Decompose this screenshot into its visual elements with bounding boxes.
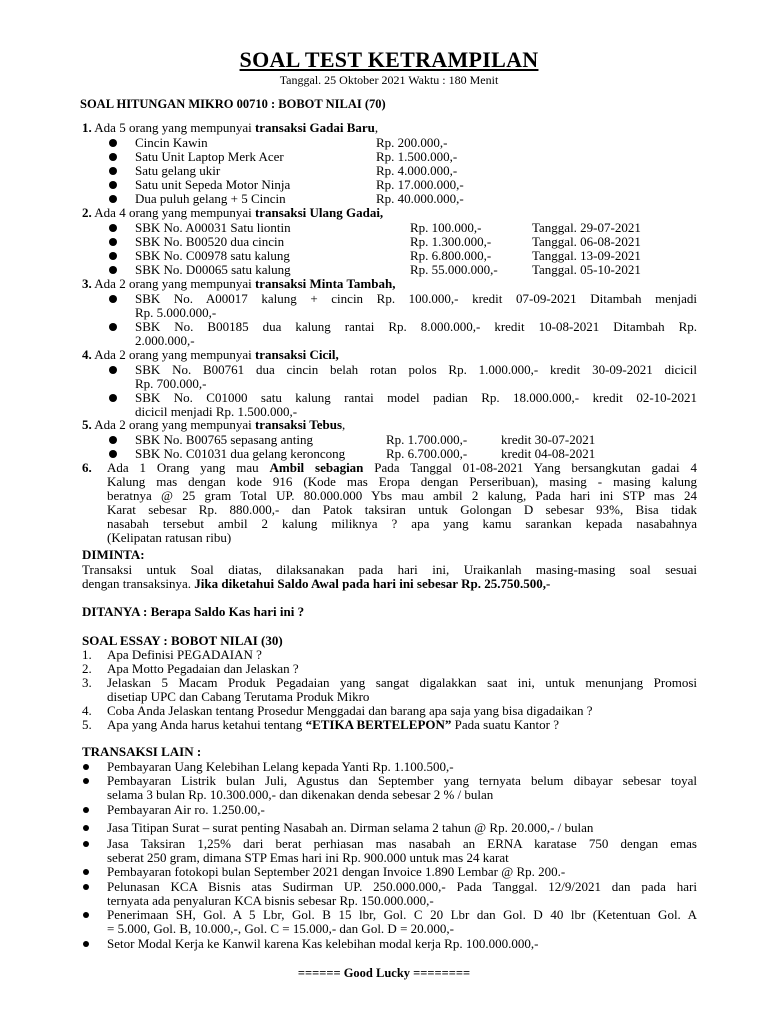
item-date: Tanggal. 13-09-2021 [532,248,641,263]
essay-item: Apa yang Anda harus ketahui tentang “ETIKA BERTELEPON” Pada suatu Kantor ? [107,717,559,732]
list-item: SBK No. B00185 dua kalung rantai Rp. 8.000.000,- kredit 10-08-2021 Ditambah Rp. [135,319,697,334]
transaksi-lain-heading: TRANSAKSI LAIN : [82,744,202,759]
list-item: Dua puluh gelang + 5 Cincin [135,191,286,206]
question-number: 4. [82,347,92,362]
diminta-heading: DIMINTA: [82,547,145,562]
list-item: SBK No. C01031 dua gelang keroncong [135,446,346,461]
question-5-heading: 5. Ada 2 orang yang mempunyai transaksi Tebus, [82,417,346,432]
question-6-text: Ada 1 Orang yang mau Ambil sebagian Pada Tanggal 01-08-2021 Yang bersangkutan gadai 4 [107,460,698,475]
essay-heading: SOAL ESSAY : BOBOT NILAI (30) [82,633,283,648]
question-number: 1. [82,120,92,135]
question-6-line: Karat sebesar Rp. 880.000,- dan Patok taksiran untuk Golongan D sebesar 93%, Bisa tidak [107,502,697,517]
question-text: Ada 5 orang yang mempunyai [94,120,255,135]
item-amount: Rp. 4.000.000,- [376,163,458,178]
question-2-heading [82,206,383,220]
essay-item: Jelaskan 5 Macam Produk Pegadaian yang sangat digalakkan saat ini, untuk menunjang Promosi [107,675,697,690]
question-text: Ada 2 orang yang mempunyai [94,347,255,362]
question-number: 2. [82,205,92,220]
question-6-line: Kalung mas dengan kode 916 (Kode mas Eropa dengan Perseribuan), masing - masing kalung [107,474,697,489]
question-emphasis: transaksi Gadai Baru [254,120,375,135]
bullet-icon [109,394,117,402]
transaction-item: Jasa Taksiran 1,25% dari berat perhiasan mas nasabah an ERNA karatase 750 dengan emas [107,836,697,851]
micro-section-header: SOAL HITUNGAN MIKRO 00710 : BOBOT NILAI (70) [80,97,386,111]
question-text: Ada 4 orang yang mempunyai [94,205,255,220]
question-emphasis: Ambil sebagian [269,460,364,475]
bullet-icon [109,181,117,189]
bullet-icon [109,252,117,260]
transaction-item-continuation: selama 3 bulan Rp. 10.300.000,- dan dikenakan denda sebesar 2 % / bulan [107,787,494,802]
list-item: Satu Unit Laptop Merk Acer [135,149,284,164]
bullet-icon [83,825,89,831]
transaction-item-continuation: seberat 250 gram, dimana STP Emas hari ini Rp. 900.000 untuk mas 24 karat [107,850,509,865]
essay-item: Apa Motto Pegadaian dan Jelaskan ? [107,661,299,676]
item-date: Tanggal. 29-07-2021 [532,220,641,235]
question-3-heading [82,277,395,291]
transaction-item: Jasa Titipan Surat – surat penting Nasabah an. Dirman selama 2 tahun @ Rp. 20.000,- / bulan [107,820,594,835]
transaction-item: Pelunasan KCA Bisnis atas Sudirman UP. 250.000.000,- Pada Tanggal. 12/9/2021 dan pada hari [107,879,697,894]
item-amount: Rp. 200.000,- [376,135,448,150]
question-4-heading [82,348,339,362]
diminta-text-2: dengan transaksinya. Jika diketahui Saldo Awal pada hari ini sebesar Rp. 25.750.500,- [82,576,551,591]
essay-number: 5. [82,717,92,732]
bullet-icon [109,195,117,203]
item-amount: Rp. 1.300.000,- [410,234,492,249]
list-item: Satu unit Sepeda Motor Ninja [135,177,291,192]
bullet-icon [83,869,89,875]
bullet-icon [109,295,117,303]
item-amount: Rp. 1.700.000,- [386,432,468,447]
item-credit: kredit 30-07-2021 [501,432,596,447]
transaction-item-continuation: = 5.000, Gol. B, 10.000,-, Gol. C = 15.000,- dan Gol. D = 20.000,- [107,921,454,936]
question-6-line: (Kelipatan ratusan ribu) [107,530,232,545]
item-date: Tanggal. 05-10-2021 [532,262,641,277]
list-item: SBK No. A00017 kalung + cincin Rp. 100.000,- kredit 07-09-2021 Ditambah menjadi [135,291,697,306]
item-credit: kredit 04-08-2021 [501,446,596,461]
question-6-line: nasabah tersebut ambil 2 kalung miliknya ? apa yang kamu sarankan kepada nasabahnya [107,516,697,531]
question-text: Ada 2 orang yang mempunyai [94,417,255,432]
essay-item: Apa Definisi PEGADAIAN ? [107,647,262,662]
list-item: Satu gelang ukir [135,163,221,178]
transaction-item-continuation: ternyata ada penyaluran KCA bisnis sebesar Rp. 150.000.000,- [107,893,434,908]
list-item-continuation: Rp. 5.000.000,- [135,305,217,320]
item-amount: Rp. 1.500.000,- [376,149,458,164]
list-item: SBK No. C01000 satu kalung rantai model padian Rp. 18.000.000,- kredit 02-10-2021 [135,390,697,405]
list-item: SBK No. B00520 dua cincin [135,234,285,249]
essay-number: 4. [82,703,92,718]
bullet-icon [109,224,117,232]
item-amount: Rp. 40.000.000,- [376,191,464,206]
bullet-icon [109,366,117,374]
bullet-icon [83,778,89,784]
question-text: Ada 2 orang yang mempunyai [94,276,255,291]
question-emphasis: transaksi Cicil, [254,347,339,362]
question-number: 6. [82,460,92,475]
list-item: Cincin Kawin [135,135,208,150]
item-amount: Rp. 55.000.000,- [410,262,498,277]
question-emphasis: transaksi Ulang Gadai, [254,205,384,220]
list-item: SBK No. C00978 satu kalung [135,248,290,263]
transaction-item: Pembayaran fotokopi bulan September 2021 dengan Invoice 1.890 Lembar @ Rp. 200.- [107,864,566,879]
transaction-item: Pembayaran Listrik bulan Juli, Agustus dan September yang ternyata belum dibayar sebesar toyal [107,773,697,788]
list-item: SBK No. B00765 sepasang anting [135,432,314,447]
bullet-icon [83,841,89,847]
essay-number: 1. [82,647,92,662]
page-title: SOAL TEST KETRAMPILAN [239,47,539,72]
bullet-icon [83,807,89,813]
essay-number: 3. [82,675,92,690]
list-item-continuation: 2.000.000,- [135,333,195,348]
bullet-icon [109,450,117,458]
essay-item-continuation: disetiap UPC dan Cabang Terutama Produk Mikro [107,689,370,704]
bullet-icon [109,238,117,246]
essay-item: Coba Anda Jelaskan tentang Prosedur Menggadai dan barang apa saja yang bisa digadaikan ? [107,703,593,718]
list-item: SBK No. B00761 dua cincin belah rotan polos Rp. 1.000.000,- kredit 30-09-2021 dicicil [135,362,697,377]
list-item-continuation: dicicil menjadi Rp. 1.500.000,- [135,404,298,419]
bullet-icon [109,153,117,161]
bullet-icon [83,884,89,890]
test-date-time: Tanggal. 25 Oktober 2021 Waktu : 180 Menit [279,73,499,87]
bullet-icon [83,764,89,770]
transaction-item: Penerimaan SH, Gol. A 5 Lbr, Gol. B 15 lbr, Gol. C 20 Lbr dan Gol. D 40 lbr (Ketentuan Gol. A [107,907,697,922]
bullet-icon [83,941,89,947]
diminta-text: Transaksi untuk Soal diatas, dilaksanakan pada hari ini, Uraikanlah masing-masing soal sesuai [82,562,697,577]
question-emphasis: transaksi Tebus [254,417,343,432]
bullet-icon [109,139,117,147]
footer-good-luck: ====== Good Lucky ======== [297,966,471,980]
list-item: SBK No. A00031 Satu liontin [135,220,291,235]
item-amount: Rp. 6.700.000,- [386,446,468,461]
item-amount: Rp. 17.000.000,- [376,177,464,192]
question-6-line: beratnya @ 25 gram Total UP. 80.000.000 Ybs mau ambil 2 kalung, Pada hari ini STP mas 24 [107,488,697,503]
bullet-icon [109,167,117,175]
item-amount: Rp. 100.000,- [410,220,482,235]
question-number: 3. [82,276,92,291]
item-amount: Rp. 6.800.000,- [410,248,492,263]
transaction-item: Pembayaran Uang Kelebihan Lelang kepada Yanti Rp. 1.100.500,- [107,759,454,774]
ditanya-heading: DITANYA : Berapa Saldo Kas hari ini ? [82,604,305,619]
question-number: 5. [82,417,92,432]
question-emphasis: transaksi Minta Tambah, [254,276,396,291]
bullet-icon [109,266,117,274]
transaction-item: Pembayaran Air ro. 1.250.00,- [107,802,265,817]
essay-number: 2. [82,661,92,676]
bullet-icon [109,323,117,331]
item-date: Tanggal. 06-08-2021 [532,234,641,249]
transaction-item: Setor Modal Kerja ke Kanwil karena Kas kelebihan modal kerja Rp. 100.000.000,- [107,936,539,951]
saldo-awal: Jika diketahui Saldo Awal pada hari ini sebesar Rp. 25.750.500,- [194,576,551,591]
list-item: SBK No. D00065 satu kalung [135,262,291,277]
bullet-icon [83,912,89,918]
essay-emphasis: “ETIKA BERTELEPON” [305,717,452,732]
list-item-continuation: Rp. 700.000,- [135,376,207,391]
bullet-icon [109,436,117,444]
question-1-heading: 1. Ada 5 orang yang mempunyai transaksi Gadai Baru, [82,120,379,135]
